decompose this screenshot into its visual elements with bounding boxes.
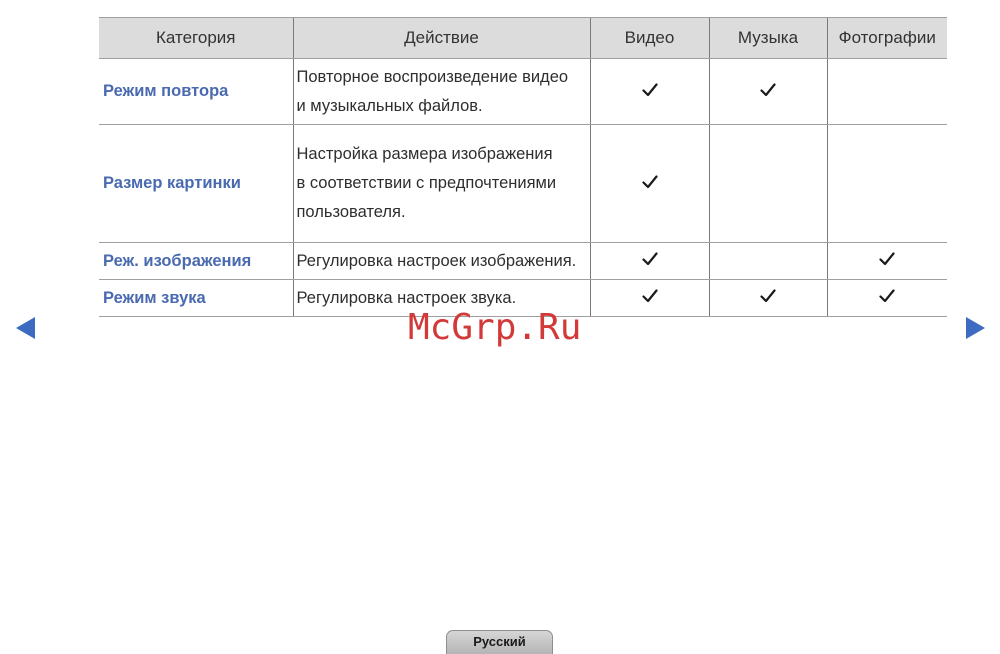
table-row	[99, 59, 947, 125]
video-cell	[590, 125, 709, 243]
check-icon	[879, 252, 895, 266]
action-line: Настройка размера изображения	[296, 145, 553, 163]
video-cell	[590, 59, 709, 125]
watermark: McGrp.Ru	[408, 307, 582, 348]
header-video: Видео	[590, 18, 709, 59]
action-cell	[293, 59, 590, 125]
table-row	[99, 125, 947, 243]
category-cell: Режим звука	[99, 280, 293, 317]
music-cell	[709, 280, 827, 317]
check-icon	[642, 175, 658, 189]
category-cell: Режим повтора	[99, 59, 293, 125]
table-header-row	[99, 18, 947, 59]
category-cell: Размер картинки	[99, 125, 293, 243]
check-icon	[642, 83, 658, 97]
check-icon	[760, 289, 776, 303]
photos-cell	[827, 280, 947, 317]
next-page-icon[interactable]	[966, 317, 985, 339]
check-icon	[642, 289, 658, 303]
music-cell	[709, 125, 827, 243]
check-icon	[642, 252, 658, 266]
action-line: и музыкальных файлов.	[296, 96, 483, 115]
action-cell	[293, 125, 590, 243]
action-line: Повторное воспроизведение видео	[296, 67, 569, 86]
action-line: в соответствии с предпочтениями	[296, 174, 557, 192]
video-cell	[590, 280, 709, 317]
header-photos: Фотографии	[827, 18, 947, 59]
header-music: Музыка	[709, 18, 827, 59]
music-cell	[709, 59, 827, 125]
photos-cell	[827, 59, 947, 125]
action-line: Регулировка настроек изображения.	[296, 251, 577, 270]
music-cell	[709, 243, 827, 280]
check-icon	[879, 289, 895, 303]
header-action: Действие	[293, 18, 590, 59]
photos-cell	[827, 125, 947, 243]
previous-page-icon[interactable]	[16, 317, 35, 339]
video-cell	[590, 243, 709, 280]
action-cell	[293, 243, 590, 280]
language-tab[interactable]: Русский	[446, 630, 553, 654]
category-cell: Реж. изображения	[99, 243, 293, 280]
action-line: Регулировка настроек звука.	[296, 288, 517, 307]
check-icon	[760, 83, 776, 97]
table-row	[99, 243, 947, 280]
photos-cell	[827, 243, 947, 280]
settings-table	[99, 17, 947, 317]
action-line: пользователя.	[296, 203, 406, 221]
header-category: Категория	[99, 18, 293, 59]
